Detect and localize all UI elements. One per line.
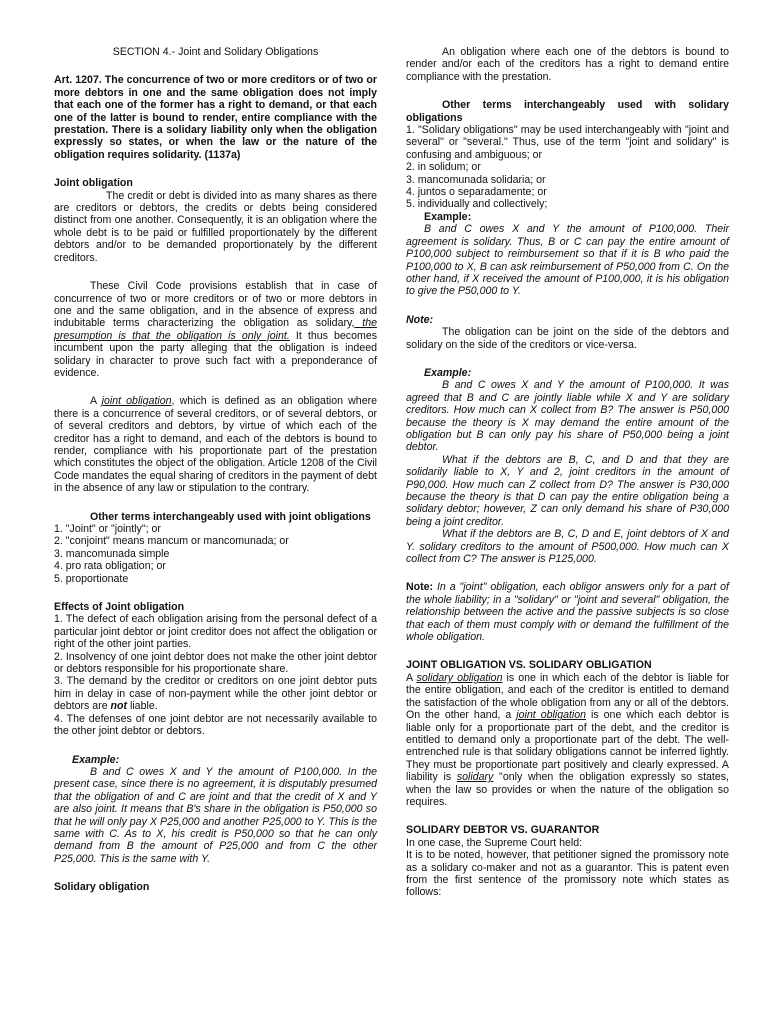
list-item: 4. juntos o separadamente; or	[406, 186, 547, 199]
joint-obligation-definition: The credit or debt is divided into as many shares as there are creditors or debtors, the credits or debts being considered distinct from one another. Consequently, it is an obligation where the whole debt is to be paid or fulfilled proportionately by the different debtors and/or to be demanded proportionately by the different creditors.	[54, 189, 377, 264]
joint-obligation-term: joint obligation	[101, 395, 172, 408]
list-item: 1. "Solidary obligations" may be used interchangeably with "joint and several" or "several." Thus, use of the term "joint and solidary" is confusing and ambiguous; or	[406, 124, 729, 161]
note-2-paragraph	[406, 581, 729, 643]
list-item: 3. mancomunada simple	[54, 547, 170, 560]
section-title: SECTION 4.- Joint and Solidary Obligations	[112, 46, 319, 58]
solidary-obligation-term: solidary obligation	[416, 671, 503, 684]
list-item: 1. "Joint" or "jointly"; or	[54, 523, 161, 535]
example-2-label: Example:	[424, 366, 472, 379]
list-item: 1. The defect of each obligation arising from the personal defect of a particular joint debtor or joint creditor does not affect the obligation or right of the other joint parties.	[54, 613, 377, 651]
list-item: 2. Insolvency of one joint debtor does not make the other joint debtor or debtors responsible for his proportionate share.	[54, 650, 377, 676]
list-item: 5. proportionate	[54, 572, 129, 585]
solidary-obligation-heading: Solidary obligation	[54, 881, 150, 894]
effects-list	[54, 613, 377, 737]
vs-mid: is one in which each of the debtor is liable for the entire obligation, and each of the creditor is entitled to demand the satisfaction of the whole obligation from any or all of the debtors. On the other hand, a	[406, 671, 729, 722]
list-item: 2. in solidum; or	[406, 161, 481, 174]
joint-vs-solidary-heading: JOINT OBLIGATION VS. SOLIDARY OBLIGATION	[406, 659, 652, 672]
effect-3-liable: liable.	[127, 700, 158, 713]
civil-code-text-2: It thus becomes incumbent upon the party alleging that the obligation is indeed solidary in character to prove such fact with a preponderance of evidence.	[54, 329, 378, 379]
example-text: B and C owes X and Y the amount of P100,000. In the present case, since there is no agreement, it is disputably presumed that the obligation of and C are joint and that the credit of X and Y are also joint. It means that B's share in the obligation is P50,000 so that he will only pay X P25,000 and another P25,000 to Y. This is the same with C. As to X, his credit is P50,000 so that he can only demand from B the amount of P25,000 and from C the other P25,000. This is the same with Y.	[54, 765, 377, 865]
vs-post: is one which each debtor is liable only for a proportionate part of the debt, and the creditor is entitled to demand only a proportionate part of the debt. The well-entrenched rule is that solidary obligations cannot be inferred lightly. They must be proportionate part positively and clearly expressed. A liability is	[406, 709, 729, 784]
example-label: Example:	[72, 753, 120, 766]
list-item	[54, 675, 377, 712]
article-1207: Art. 1207. The concurrence of two or more creditors or of two or more debtors in one and the same obligation does not imply that each one of the former has a right to demand, or that each one of the latter is bound to render, entire compliance with the prestation. There is a solidary liability only when the obligation expressly so states, or when the law or the nature of the obligation requires solidarity. (1137a)	[54, 74, 377, 161]
left-column	[54, 46, 377, 894]
note-2-text: In a "joint" obligation, each obligor answers only for a part of the whole liability; in a "solidary" or "joint and several" obligation, the relationship between the active and the passive subjects is so close that each of them must comply with or demand the fulfillment of the whole obligation.	[406, 581, 729, 644]
effects-heading: Effects of Joint obligation	[54, 601, 185, 614]
effect-3-not: not	[110, 700, 128, 713]
solidary-term: solidary	[456, 771, 494, 784]
civil-code-text-1: These Civil Code provisions establish that in case of concurrence of two or more creditors or of two or more debtors in one and the same obligation, and in the absence of express and indubitable terms characterizing the obligation as solidary,	[54, 280, 377, 330]
list-item: 3. mancomunada solidaria; or	[406, 173, 546, 186]
joint-obligation-term: joint obligation	[516, 709, 587, 722]
solidary-other-terms-heading: Other terms interchangeably used with solidary obligations	[406, 99, 729, 124]
joint-other-terms-heading: Other terms interchangeably used with joint obligations	[90, 510, 371, 523]
effect-3-text: 3. The demand by the creditor or creditors on one joint debtor puts him in delay in case of non-payment while the other joint debtor or debtors are	[54, 675, 377, 713]
vs-a: A	[406, 671, 417, 684]
list-item: 2. "conjoint" means mancum or mancomunada; or	[54, 535, 289, 548]
debtor-vs-guarantor-heading: SOLIDARY DEBTOR VS. GUARANTOR	[406, 824, 600, 837]
note-text: The obligation can be joint on the side of the debtors and solidary on the side of the creditors or vice-versa.	[406, 326, 729, 351]
example-1-text: B and C owes X and Y the amount of P100,000. Their agreement is solidary. Thus, B or C can pay the entire amount of P100,000 subject to reimbursement so that if it is B who paid the P100,000 to X, B can ask reimbursement of P50,000 from C. On the other hand, if X received the amount of P100,000, it is his obligation to give the P50,000 to Y.	[406, 223, 729, 298]
a-joint-post: , which is defined as an obligation where there is a concurrence of several creditors, or of several debtors, or of several creditors and debtors, by virtue of which each of the creditor has a right to demand, and each of the debtors is bound to render, compliance with his proportionate part of the prestation which constitutes the object of the obligation. Article 1208 of the Civil Code mandates the equal sharing of creditors in the payment of debt in the absence of any law or stipulation to the contrary.	[54, 395, 377, 495]
solidary-definition: An obligation where each one of the debtors is bound to render and/or each of the creditors has a right to demand entire compliance with the prestation.	[406, 46, 729, 83]
solidary-terms-list	[406, 124, 729, 211]
note-label: Note:	[406, 313, 434, 326]
guarantor-paragraph-1: In one case, the Supreme Court held:	[406, 836, 583, 849]
example-2-paragraph-1: B and C owes X and Y the amount of P100,000. It was agreed that B and C are jointly liable while X and Y are solidary creditors. How much can X collect from B? The answer is P50,000 because the theory is X may demand the entire amount of the obligation but B can only pay his share of P50,000 being a joint debtor.	[406, 379, 729, 454]
a-joint-pre: A	[90, 395, 102, 408]
joint-obligation-heading: Joint obligation	[54, 177, 133, 190]
presumption-underlined: the presumption is that the obligation is only joint.	[54, 317, 377, 342]
joint-terms-list	[54, 523, 377, 585]
example-label: Example:	[424, 210, 472, 223]
example-2-paragraph-3: What if the debtors are B, C, D and E, joint debtors of X and Y. solidary creditors to the amount of P500,000. How much can X collect from C? The answer is P125,000.	[406, 528, 729, 566]
joint-vs-solidary-text	[406, 672, 729, 808]
list-item: 5. individually and collectively;	[406, 198, 548, 211]
guarantor-paragraph-2: It is to be noted, however, that petitioner signed the promissory note as a solidary co-maker and not as a guarantor. This is patent even from the first sentence of the promissory note which states as follows:	[406, 849, 729, 899]
example-2-paragraph-2: What if the debtors are B, C, and D and that they are solidarily liable to X, Y and 2, joint creditors in the amount of P90,000. How much can Z collect from D? The answer is P30,000 because the theory is that D can pay the entire obligation being a solidary debtor; however, Z can only demand his share of P30,000 being a joint creditor.	[406, 453, 729, 528]
right-column	[406, 46, 729, 899]
civil-code-paragraph	[54, 280, 377, 379]
list-item: 4. The defenses of one joint debtor are not necessarily available to the other joint debtor or debtors.	[54, 712, 377, 738]
list-item: 4. pro rata obligation; or	[54, 560, 166, 573]
joint-obligation-paragraph	[54, 395, 377, 494]
note-2-label: Note:	[406, 581, 434, 594]
vs-end: "only when the obligation expressly so states, when the law so provides or when the nature of the obligation so requires.	[406, 771, 729, 808]
